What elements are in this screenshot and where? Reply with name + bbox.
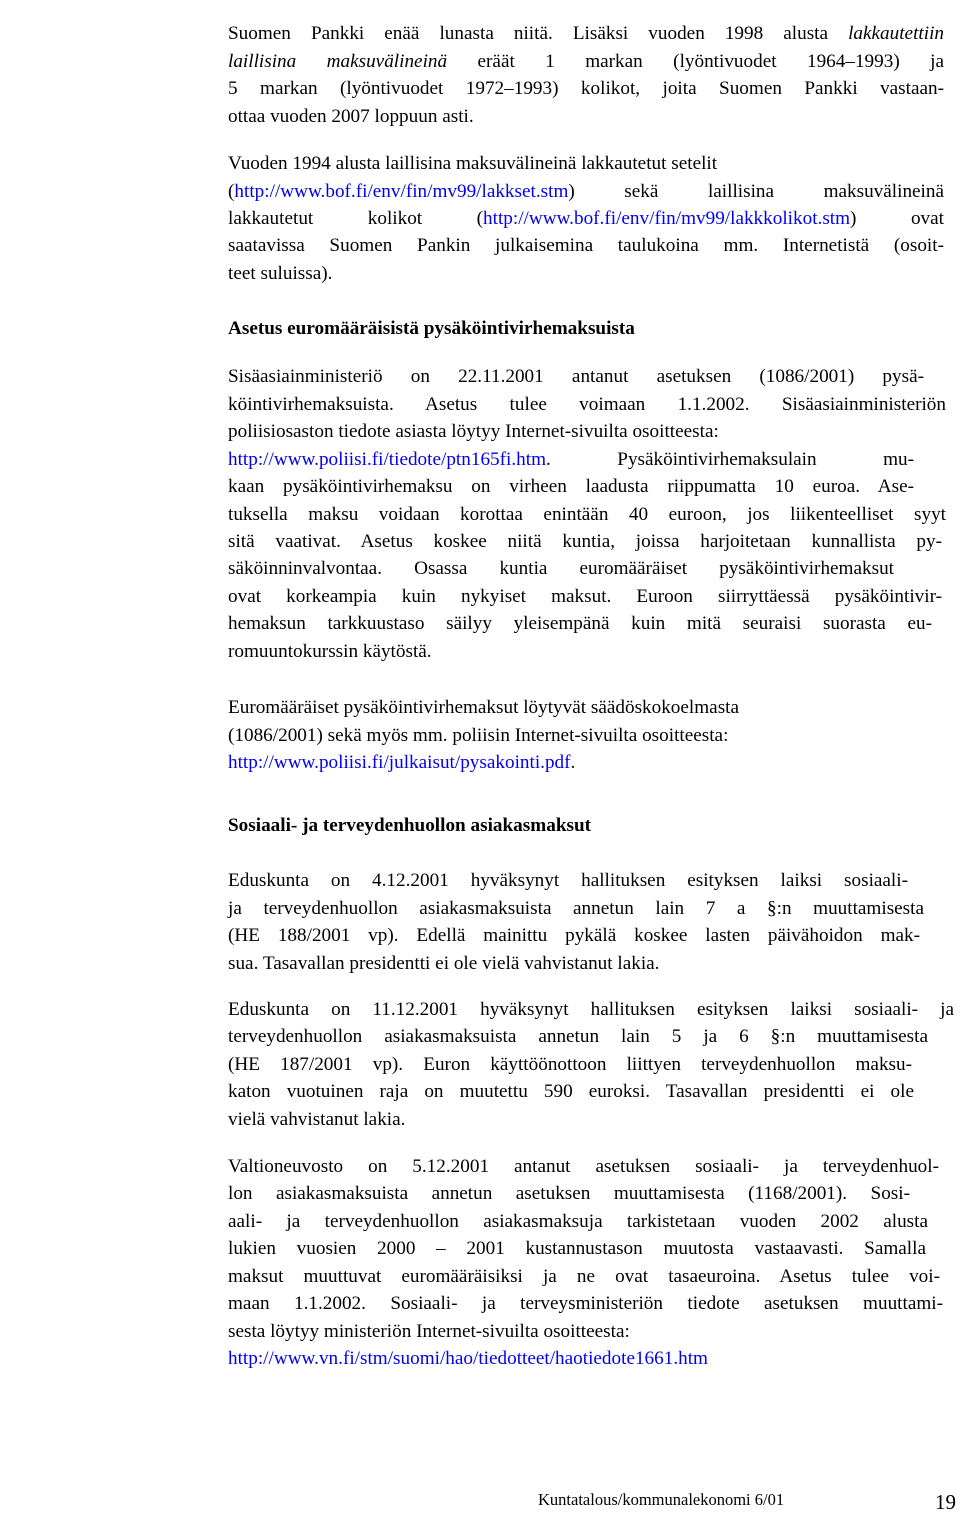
text-line — [228, 1239, 926, 1258]
text-line — [228, 1110, 405, 1129]
page-number: 19 — [935, 1490, 956, 1514]
text-segment: saatavissa Suomen Pankin julkaisemina taulukoina mm. Internetistä (osoit- — [228, 235, 944, 256]
text-line — [228, 367, 924, 386]
text-segment: vielä vahvistanut lakia. — [228, 1109, 406, 1130]
text-segment: sua. Tasavallan presidentti ei ole vielä vahvistanut lakia. — [228, 953, 660, 974]
text-segment: sitä vaativat. Asetus koskee niitä kuntia, joissa harjoitetaan kunnallista py- — [228, 531, 942, 552]
text-segment: . — [570, 752, 576, 773]
text-segment: tuksella maksu voidaan korottaa enintään 40 euroon, jos liikenteelliset syyt — [228, 504, 946, 525]
text-line — [228, 614, 932, 633]
text-segment: (HE 187/2001 vp). Euron käyttöönottoon liittyen terveydenhuollon maksu- — [228, 1054, 912, 1075]
text-segment: romuuntokurssin käytöstä. — [228, 641, 432, 662]
text-line — [228, 107, 474, 126]
text-line — [228, 236, 944, 255]
text-line — [228, 559, 894, 578]
text-line — [228, 871, 908, 890]
hyperlink[interactable]: http://www.poliisi.fi/tiedote/ptn165fi.htm — [228, 449, 546, 470]
text-line — [228, 52, 944, 71]
text-line — [228, 79, 944, 98]
text-segment: Valtioneuvosto on 5.12.2001 antanut asetuksen sosiaali- ja terveydenhuol- — [228, 1156, 939, 1177]
section-heading: Sosiaali- ja terveydenhuollon asiakasmaksut — [228, 815, 592, 836]
text-line — [228, 395, 946, 414]
hyperlink[interactable]: http://www.vn.fi/stm/suomi/hao/tiedotteet/haotiedote1661.htm — [228, 1348, 708, 1369]
text-line — [228, 1157, 939, 1176]
text-segment: laillisina maksuvälineinä — [228, 51, 448, 72]
text-line — [228, 1322, 630, 1341]
text-segment: lukien vuosien 2000 – 2001 kustannustason muutosta vastaavasti. Samalla — [228, 1238, 926, 1259]
text-segment: säköinninvalvontaa. Osassa kuntia euromääräiset pysäköintivirhemaksut — [228, 558, 894, 579]
text-line — [228, 182, 944, 201]
text-segment: Euromääräiset pysäköintivirhemaksut löytyvät säädöskokoelmasta — [228, 697, 740, 718]
text-segment: ovat korkeampia kuin nykyiset maksut. Euroon siirryttäessä pysäköintivir- — [228, 586, 942, 607]
text-line — [228, 1184, 910, 1203]
text-line — [228, 642, 432, 661]
text-segment: hemaksun tarkkuustaso säilyy yleisempänä kuin mitä seuraisi suorasta eu- — [228, 613, 932, 634]
text-segment: maksut muuttuvat euromääräisiksi ja ne ovat tasaeuroina. Asetus tulee voi- — [228, 1266, 940, 1287]
text-line — [228, 816, 591, 835]
text-segment: Eduskunta on 11.12.2001 hyväksynyt hallituksen esityksen laiksi sosiaali- ja — [228, 999, 954, 1020]
text-segment: ) sekä laillisina maksuvälineinä — [568, 181, 944, 202]
text-segment: teet suluissa). — [228, 263, 333, 284]
text-line — [228, 1082, 914, 1101]
text-segment: 5 markan (lyöntivuodet 1972–1993) kolikot, joita Suomen Pankki vastaan- — [228, 78, 944, 99]
text-line — [228, 154, 717, 173]
text-line — [228, 532, 942, 551]
text-segment: Suomen Pankki enää lunasta niitä. Lisäksi vuoden 1998 alusta — [228, 23, 849, 44]
text-line — [228, 477, 914, 496]
text-segment: köintivirhemaksuista. Asetus tulee voimaan 1.1.2002. Sisäasiainministeriön — [228, 394, 946, 415]
text-segment: (1086/2001) sekä myös mm. poliisin Internet-sivuilta osoitteesta: — [228, 725, 729, 746]
text-line — [228, 698, 739, 717]
text-segment: Sisäasiainministeriö on 22.11.2001 antanut asetuksen (1086/2001) pysä- — [228, 366, 924, 387]
text-segment: sesta löytyy ministeriön Internet-sivuilta osoitteesta: — [228, 1321, 630, 1342]
text-segment: ja terveydenhuollon asiakasmaksuista annetun lain 7 a §:n muuttamisesta — [228, 898, 924, 919]
text-line — [228, 319, 635, 338]
text-line — [228, 505, 946, 524]
text-line — [228, 24, 944, 43]
hyperlink[interactable]: http://www.bof.fi/env/fin/mv99/lakkset.stm — [234, 181, 569, 202]
text-segment: . Pysäköintivirhemaksulain mu- — [546, 449, 914, 470]
text-line — [228, 753, 575, 772]
text-segment: (HE 188/2001 vp). Edellä mainittu pykälä koskee lasten päivähoidon mak- — [228, 925, 920, 946]
text-segment: katon vuotuinen raja on muutettu 590 euroksi. Tasavallan presidentti ei ole — [228, 1081, 914, 1102]
text-segment: terveydenhuollon asiakasmaksuista annetun lain 5 ja 6 §:n muuttamisesta — [228, 1026, 928, 1047]
text-segment: kaan pysäköintivirhemaksu on virheen laadusta riippumatta 10 euroa. Ase- — [228, 476, 914, 497]
text-segment: lakkautettiin — [848, 23, 944, 44]
text-segment: eräät 1 markan (lyöntivuodet 1964–1993) ja — [447, 51, 944, 72]
text-line — [228, 726, 728, 745]
text-segment: ottaa vuoden 2007 loppuun asti. — [228, 106, 474, 127]
text-segment: ) ovat — [850, 208, 944, 229]
text-segment: Vuoden 1994 alusta laillisina maksuvälineinä lakkautetut setelit — [228, 153, 718, 174]
text-line — [228, 209, 944, 228]
text-line — [228, 1000, 954, 1019]
text-line — [228, 1294, 943, 1313]
section-heading: Asetus euromääräisistä pysäköintivirhemaksuista — [228, 318, 635, 339]
text-segment: ( — [228, 181, 235, 202]
text-line — [228, 954, 659, 973]
text-line — [228, 1027, 928, 1046]
text-line — [228, 899, 924, 918]
text-line — [228, 587, 942, 606]
text-line — [228, 926, 920, 945]
text-segment: Eduskunta on 4.12.2001 hyväksynyt hallituksen esityksen laiksi sosiaali- — [228, 870, 908, 891]
text-segment: lon asiakasmaksuista annetun asetuksen muuttamisesta (1168/2001). Sosi- — [228, 1183, 910, 1204]
hyperlink[interactable]: http://www.poliisi.fi/julkaisut/pysakointi.pdf — [228, 752, 571, 773]
text-line — [228, 1267, 940, 1286]
text-segment: lakkautetut kolikot ( — [228, 208, 484, 229]
text-segment: poliisiosaston tiedote asiasta löytyy Internet-sivuilta osoitteesta: — [228, 421, 719, 442]
hyperlink[interactable]: http://www.bof.fi/env/fin/mv99/lakkkolikot.stm — [483, 208, 851, 229]
text-segment: maan 1.1.2002. Sosiaali- ja terveysministeriön tiedote asetuksen muuttami- — [228, 1293, 943, 1314]
text-line — [228, 1055, 912, 1074]
text-line — [228, 422, 719, 441]
text-line — [228, 264, 332, 283]
text-line — [228, 1349, 708, 1368]
footer-publication: Kuntatalous/kommunalekonomi 6/01 — [538, 1490, 785, 1509]
text-line — [228, 450, 914, 469]
text-line — [228, 1212, 928, 1231]
text-segment: aali- ja terveydenhuollon asiakasmaksuja tarkistetaan vuoden 2002 alusta — [228, 1211, 928, 1232]
